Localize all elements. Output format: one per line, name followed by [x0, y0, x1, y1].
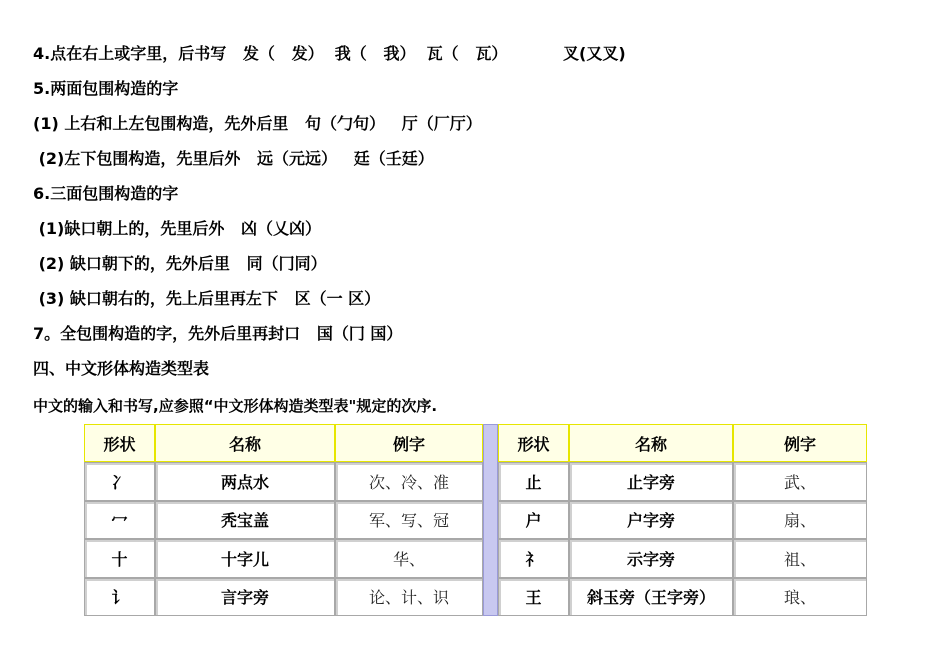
line-4: 4.点在右上或字里，后书写 发（ 发） 我（ 我） 瓦（ 瓦） 叉(又叉): [33, 44, 626, 63]
cell-name: 秃宝盖: [155, 501, 335, 539]
cell-example: 次、冷、准: [335, 462, 483, 500]
header-shape-2: 形状: [498, 424, 569, 462]
cell-name: 止字旁: [569, 462, 733, 500]
header-example-2: 例字: [733, 424, 867, 462]
line-6-1: (1)缺口朝上的，先里后外 凶（乂凶）: [33, 219, 322, 238]
cell-example: 武、: [733, 462, 867, 500]
line-5-2: (2)左下包围构造，先里后外 远（元远） 廷（壬廷）: [33, 149, 434, 168]
cell-example: 论、计、识: [335, 578, 483, 616]
cell-shape: 礻: [498, 539, 569, 577]
cell-example: 华、: [335, 539, 483, 577]
line-5-1: (1) 上右和上左包围构造，先外后里 句（勹句） 厅（厂厅）: [33, 114, 482, 133]
cell-example: 琅、: [733, 578, 867, 616]
cell-shape: 王: [498, 578, 569, 616]
header-example: 例字: [335, 424, 483, 462]
line-6-2: (2) 缺口朝下的，先外后里 同（冂同）: [33, 254, 327, 273]
cell-example: 扇、: [733, 501, 867, 539]
cell-shape: 冖: [84, 501, 155, 539]
table-row: [84, 501, 867, 539]
cell-shape: 冫: [84, 462, 155, 500]
line-6-3: (3) 缺口朝右的，先上后里再左下 区（一 区）: [33, 289, 381, 308]
table-separator: [483, 424, 498, 616]
header-name: 名称: [155, 424, 335, 462]
line-6: 6.三面包围构造的字: [33, 184, 179, 203]
table-row: [84, 462, 867, 500]
cell-shape: 讠: [84, 578, 155, 616]
header-name-2: 名称: [569, 424, 733, 462]
radical-table: [84, 424, 867, 616]
line-5: 5.两面包围构造的字: [33, 79, 179, 98]
table-row: [84, 578, 867, 616]
cell-name: 两点水: [155, 462, 335, 500]
table-intro: 中文的输入和书写,应参照“中文形体构造类型表"规定的次序.: [33, 397, 438, 415]
cell-name: 言字旁: [155, 578, 335, 616]
cell-shape: 户: [498, 501, 569, 539]
cell-shape: 止: [498, 462, 569, 500]
line-7: 7。全包围构造的字，先外后里再封口 国（冂 国）: [33, 324, 403, 343]
cell-name: 户字旁: [569, 501, 733, 539]
section-heading-4: 四、中文形体构造类型表: [33, 359, 210, 378]
cell-example: 祖、: [733, 539, 867, 577]
cell-name: 示字旁: [569, 539, 733, 577]
table-row: [84, 539, 867, 577]
header-shape: 形状: [84, 424, 155, 462]
cell-name: 斜玉旁（王字旁）: [569, 578, 733, 616]
cell-name: 十字儿: [155, 539, 335, 577]
table-header-row: [84, 424, 867, 462]
cell-shape: 十: [84, 539, 155, 577]
cell-example: 军、写、冠: [335, 501, 483, 539]
